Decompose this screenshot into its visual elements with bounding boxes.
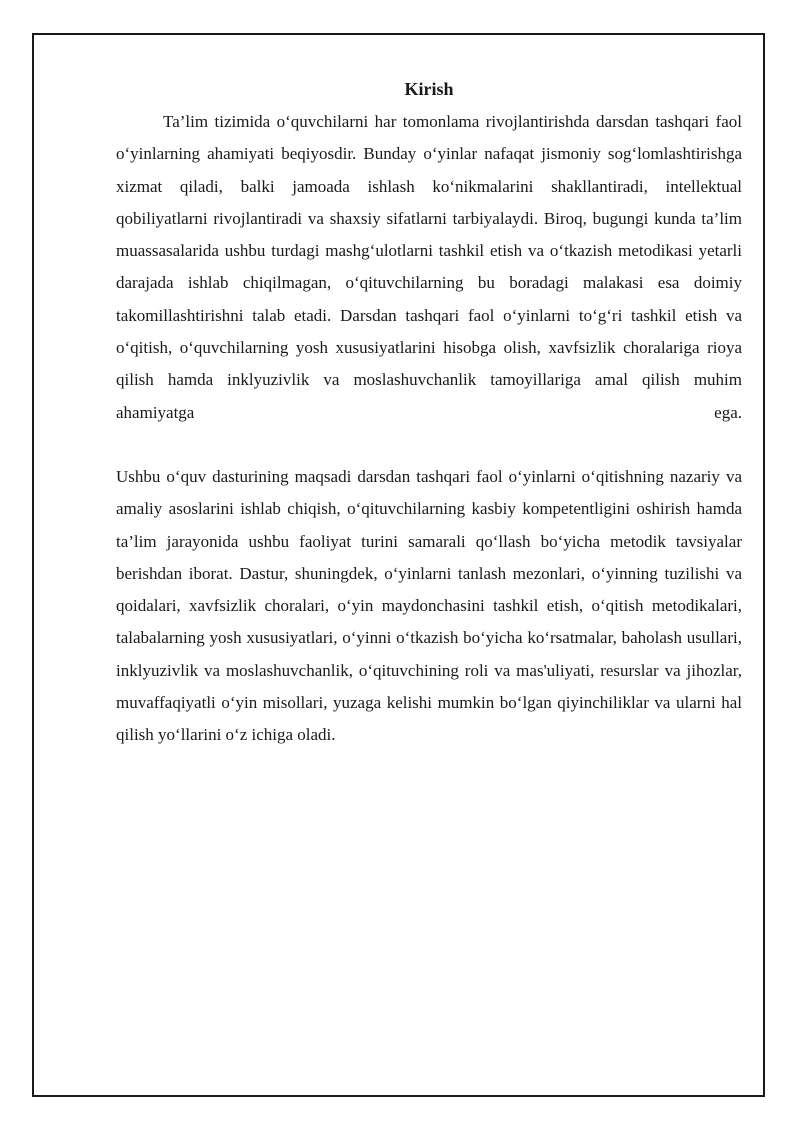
document-body — [116, 74, 742, 752]
page-title: Kirish — [404, 79, 454, 99]
paragraph-intro: Ta’lim tizimida o‘quvchilarni har tomonlama rivojlantirishda darsdan tashqari faol o‘yinlarning ahamiyati beqiyosdir. Bunday o‘yinlar nafaqat jismoniy sog‘lomlashtirishga xizmat qiladi, balki jamoada ishlash ko‘nikmalarini shakllantiradi, intellektual qobiliyatlarni rivojlantiradi va shaxsiy sifatlarni tarbiyalaydi. Biroq, bugungi kunda ta’lim muassasalarida ushbu turdagi mashg‘ulotlarni tashkil etish va o‘tkazish metodikasi yetarli darajada ishlab chiqilmagan, o‘qituvchilarning bu boradagi malakasi esa doimiy takomillashtirishni talab etadi. Darsdan tashqari faol o‘yinlarni to‘g‘ri tashkil etish va o‘qitish, o‘quvchilarning yosh xususiyatlarini hisobga olish, xavfsizlik choralariga rioya qilish hamda inklyuzivlik va moslashuvchanlik tamoyillariga amal qilish muhim ahamiyatga ega. — [116, 112, 742, 422]
paragraph-goal: Ushbu o‘quv dasturining maqsadi darsdan tashqari faol o‘yinlarni o‘qitishning nazariy va amaliy asoslarini ishlab chiqish, o‘qituvchilarning kasbiy kompetentligini oshirish hamda ta’lim jarayonida ushbu faoliyat turini samarali qo‘llash bo‘yicha metodik tavsiyalar berishdan iborat. Dastur, shuningdek, o‘yinlarni tanlash mezonlari, o‘yinning tuzilishi va qoidalari, xavfsizlik choralari, o‘yin maydonchasini tashkil etish, o‘qitish metodikalari, talabalarning yosh xususiyatlari, o‘yinni o‘tkazish bo‘yicha ko‘rsatmalar, baholash usullari, inklyuzivlik va moslashuvchanlik, o‘qituvchining roli va mas'uliyati, resurslar va jihozlar, muvaffaqiyatli o‘yin misollari, yuzaga kelishi mumkin bo‘lgan qiyinchiliklar va ularni hal qilish yo‘llarini o‘z ichiga oladi. — [116, 466, 742, 745]
